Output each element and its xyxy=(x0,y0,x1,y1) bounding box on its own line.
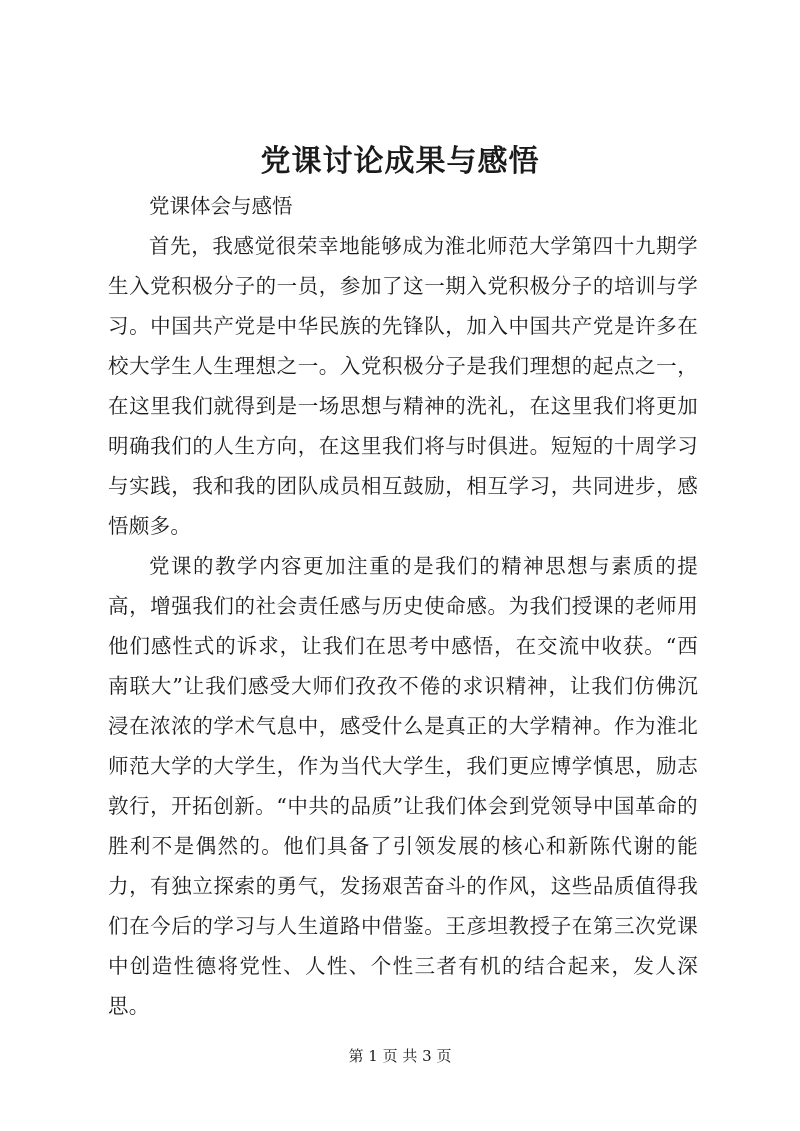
page-footer: 第 1 页 共 3 页 xyxy=(348,1047,452,1065)
document-body xyxy=(108,186,698,1026)
body-paragraph-1: 首先，我感觉很荣幸地能够成为淮北师范大学第四十九期学生入党积极分子的一员，参加了这一期入党积极分子的培训与学习。中国共产党是中华民族的先锋队，加入中国共产党是许多在校大学生人生理想之一。入党积极分子是我们理想的起点之一，在这里我们就得到是一场思想与精神的洗礼，在这里我们将更加明确我们的人生方向，在这里我们将与时俱进。短短的十周学习与实践，我和我的团队成员相互鼓励，相互学习，共同进步，感悟颇多。 xyxy=(108,234,698,538)
document-subtitle: 党课体会与感悟 xyxy=(149,194,293,218)
document-title: 党课讨论成果与感悟 xyxy=(260,144,540,179)
body-paragraph-2: 党课的教学内容更加注重的是我们的精神思想与素质的提高，增强我们的社会责任感与历史使命感。为我们授课的老师用他们感性式的诉求，让我们在思考中感悟，在交流中收获。“西南联大”让我们感受大师们孜孜不倦的求识精神，让我们仿佛沉浸在浓浓的学术气息中，感受什么是真正的大学精神。作为淮北师范大学的大学生，作为当代大学生，我们更应博学慎思，励志敦行，开拓创新。“中共的品质”让我们体会到党领导中国革命的胜利不是偶然的。他们具备了引领发展的核心和新陈代谢的能力，有独立探索的勇气，发扬艰苦奋斗的作风，这些品质值得我们在今后的学习与人生道路中借鉴。王彦坦教授子在第三次党课中创造性德将党性、人性、个性三者有机的结合起来，发人深思。 xyxy=(108,554,698,1018)
